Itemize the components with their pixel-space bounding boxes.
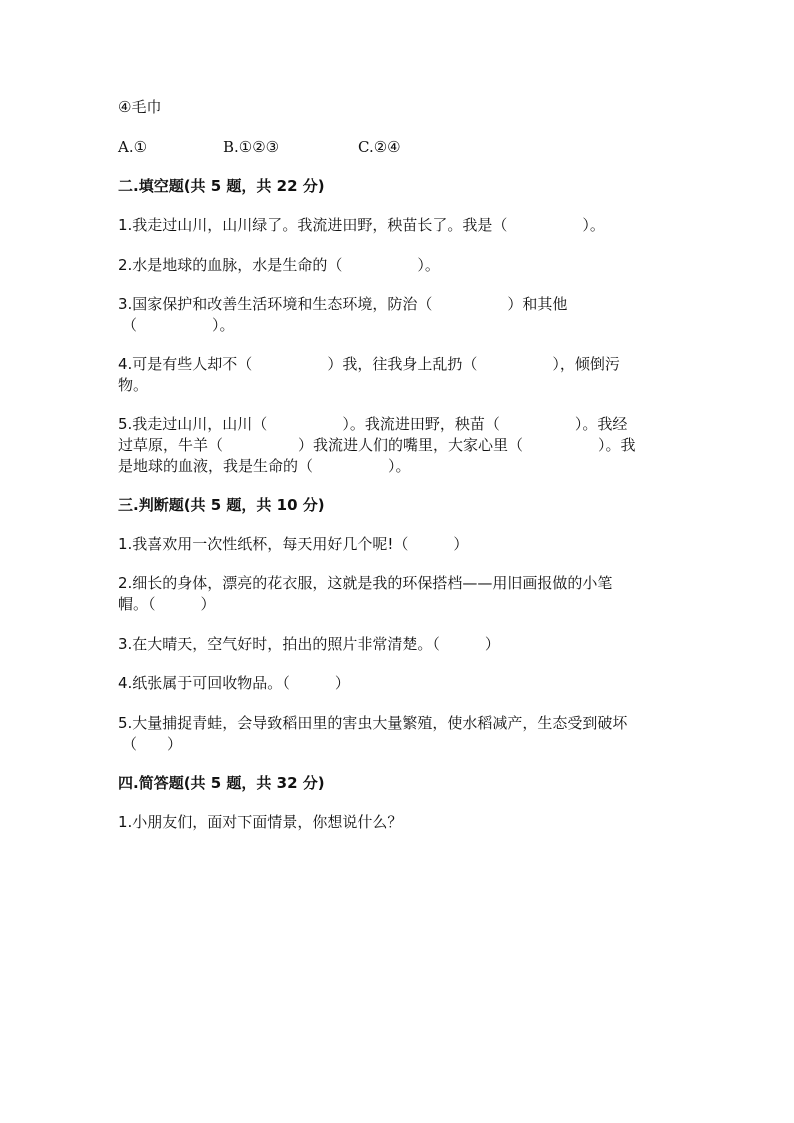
judge-question-1: 1.我喜欢用一次性纸杯，每天用好几个呢!（ ） [118, 535, 469, 553]
fill-question-5-line-3: 是地球的血液，我是生命的（ ）。 [118, 457, 411, 475]
choice-item-4: ④毛巾 [118, 98, 162, 116]
fill-question-5-line-1: 5.我走过山川，山川（ ）。我流进田野，秧苗（ ）。我经 [118, 415, 628, 433]
judge-question-2-line-2: 帽。（ ） [118, 595, 216, 613]
fill-question-4-line-2: 物。 [118, 376, 149, 394]
judge-question-5-line-1: 5.大量捕捉青蛙，会导致稻田里的害虫大量繁殖，使水稻减产，生态受到破坏 [118, 714, 628, 732]
fill-question-3-line-1: 3.国家保护和改善生活环境和生态环境，防治（ ）和其他 [118, 295, 568, 313]
judge-question-3: 3.在大晴天，空气好时，拍出的照片非常清楚。（ ） [118, 635, 500, 653]
option-b: B.①②③ [223, 138, 280, 156]
section-title-short-answer: 四.简答题(共 5 题，共 32 分) [118, 774, 325, 792]
option-a: A.① [118, 138, 148, 156]
section-title-true-false: 三.判断题(共 5 题，共 10 分) [118, 496, 325, 514]
section-title-fill-in: 二.填空题(共 5 题，共 22 分) [118, 177, 325, 195]
judge-question-4: 4.纸张属于可回收物品。（ ） [118, 674, 350, 692]
fill-question-5-line-2: 过草原，牛羊（ ）我流进人们的嘴里，大家心里（ ）。我 [118, 436, 636, 454]
fill-question-2: 2.水是地球的血脉，水是生命的（ ）。 [118, 256, 440, 274]
short-answer-question-1: 1.小朋友们，面对下面情景，你想说什么？ [118, 813, 403, 831]
judge-question-5-line-2: （ ） [122, 735, 183, 753]
option-c: C.②④ [358, 138, 401, 156]
fill-question-4-line-1: 4.可是有些人却不（ ）我，往我身上乱扔（ ），倾倒污 [118, 355, 620, 373]
fill-question-1: 1.我走过山川，山川绿了。我流进田野，秧苗长了。我是（ ）。 [118, 216, 605, 234]
fill-question-3-line-2: （ ）。 [122, 316, 235, 334]
judge-question-2-line-1: 2.细长的身体，漂亮的花衣服，这就是我的环保搭档——用旧画报做的小笔 [118, 574, 613, 592]
